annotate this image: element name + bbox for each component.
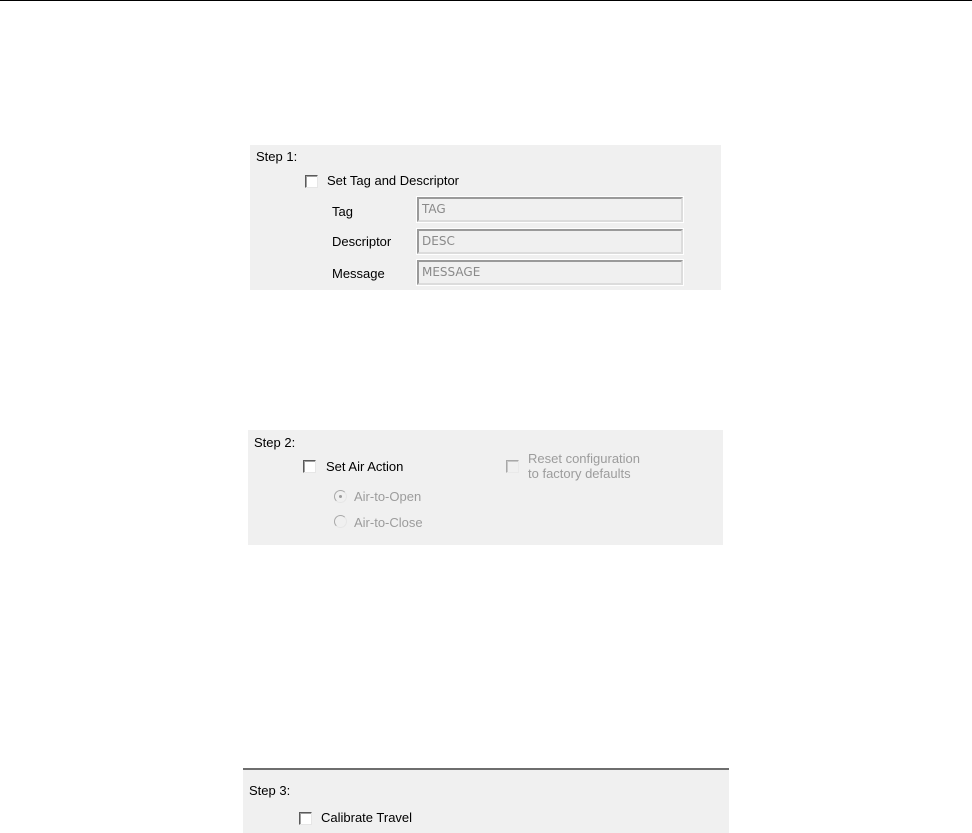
air-to-close-label[interactable]: Air-to-Close (354, 515, 423, 530)
step1-panel (250, 145, 721, 290)
top-rule (0, 0, 972, 1)
step3-heading: Step 3: (249, 783, 291, 798)
message-field-label: Message (332, 266, 385, 281)
set-tag-descriptor-checkbox[interactable] (305, 175, 318, 188)
descriptor-field-label: Descriptor (332, 234, 392, 249)
reset-factory-defaults-label[interactable] (528, 451, 640, 481)
step1-heading: Step 1: (256, 149, 298, 164)
radio-selected-dot (339, 495, 342, 498)
set-tag-descriptor-label[interactable]: Set Tag and Descriptor (327, 173, 459, 188)
descriptor-input[interactable]: DESC (417, 229, 683, 254)
calibrate-travel-label[interactable]: Calibrate Travel (321, 810, 413, 825)
tag-field-label: Tag (332, 204, 353, 219)
reset-label-line1: Reset configuration (528, 451, 641, 466)
calibrate-travel-checkbox[interactable] (299, 812, 312, 825)
message-input[interactable]: MESSAGE (417, 260, 683, 285)
tag-input[interactable]: TAG (417, 197, 683, 222)
air-to-close-radio[interactable] (334, 515, 347, 528)
air-to-open-label[interactable]: Air-to-Open (354, 489, 422, 504)
set-air-action-label[interactable]: Set Air Action (326, 459, 404, 474)
reset-label-line2: to factory defaults (528, 466, 631, 481)
reset-factory-defaults-checkbox[interactable] (506, 460, 519, 473)
step2-panel (248, 430, 723, 545)
step3-panel (243, 768, 729, 833)
step2-heading: Step 2: (254, 435, 296, 450)
air-to-open-radio[interactable] (334, 490, 347, 503)
set-air-action-checkbox[interactable] (303, 460, 316, 473)
